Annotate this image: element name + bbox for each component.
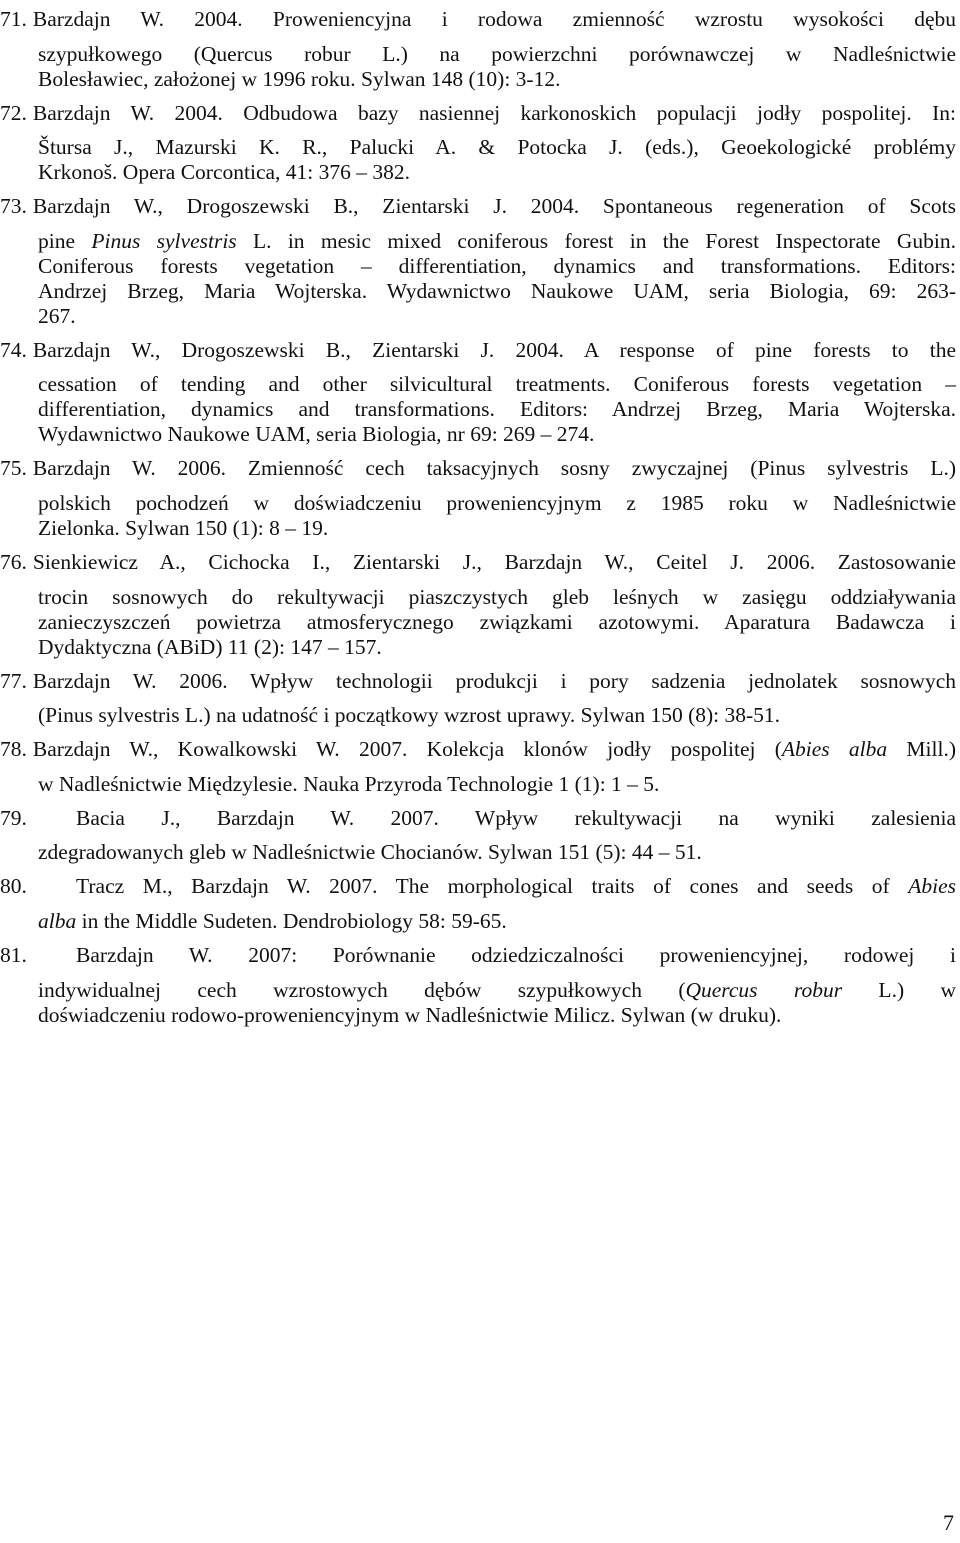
reference-number: 80.	[0, 874, 27, 899]
reference-number: 81.	[0, 942, 27, 967]
reference-item	[0, 0, 956, 92]
reference-item	[0, 865, 956, 934]
reference-line: Barzdajn W. 2004. Odbudowa bazy nasiennej karkonoskich populacji jodły pospolitej. In:	[32, 100, 956, 125]
reference-line: Tracz M., Barzdajn W. 2007. The morphological traits of cones and seeds of Abies	[76, 874, 956, 899]
reference-line: doświadczeniu rodowo-proweniencyjnym w Nadleśnictwie Milicz. Sylwan (w druku).	[38, 1002, 782, 1027]
reference-line: differentiation, dynamics and transformations. Editors: Andrzej Brzeg, Maria Wojterska.	[38, 397, 956, 422]
reference-number: 75.	[0, 456, 27, 481]
reference-number: 73.	[0, 194, 27, 219]
reference-item	[0, 934, 956, 1028]
reference-line: Barzdajn W., Drogoszewski B., Zientarski J. 2004. Spontaneous regeneration of Scots	[32, 194, 956, 219]
reference-line: alba in the Middle Sudeten. Dendrobiology 58: 59-65.	[38, 908, 507, 933]
page-number: 7	[943, 1510, 954, 1535]
reference-number: 79.	[0, 805, 27, 830]
species-name: alba	[38, 908, 77, 933]
reference-number: 77.	[0, 668, 27, 693]
reference-line: Bolesławiec, założonej w 1996 roku. Sylwan 148 (10): 3-12.	[38, 66, 561, 91]
reference-line: (Pinus sylvestris L.) na udatność i początkowy wzrost uprawy. Sylwan 150 (8): 38-51.	[38, 703, 781, 728]
reference-line: zdegradowanych gleb w Nadleśnictwie Chocianów. Sylwan 151 (5): 44 – 51.	[38, 840, 702, 865]
reference-line: cessation of tending and other silvicultural treatments. Coniferous forests vegetation –	[38, 372, 956, 397]
reference-number: 74.	[0, 337, 27, 362]
reference-line: Krkonoš. Opera Corcontica, 41: 376 – 382.	[38, 160, 410, 185]
reference-line: pine Pinus sylvestris L. in mesic mixed coniferous forest in the Forest Inspectorate Gubin.	[38, 228, 956, 253]
reference-line: indywidualnej cech wzrostowych dębów szypułkowych (Quercus robur L.) w	[38, 977, 956, 1002]
reference-line: Barzdajn W. 2006. Zmienność cech taksacyjnych sosny zwyczajnej (Pinus sylvestris L.)	[32, 456, 956, 481]
reference-line: Barzdajn W. 2007: Porównanie odziedziczalności proweniencyjnej, rodowej i	[76, 942, 956, 967]
reference-line: trocin sosnowych do rekultywacji piaszczystych gleb leśnych w zasięgu oddziaływania	[38, 584, 956, 609]
reference-item	[0, 329, 956, 448]
reference-item	[0, 728, 956, 797]
reference-number: 71.	[0, 7, 27, 31]
reference-item	[0, 541, 956, 660]
reference-line: Štursa J., Mazurski K. R., Palucki A. & Potocka J. (eds.), Geoekologické problémy	[38, 135, 956, 160]
reference-line: Barzdajn W. 2004. Proweniencyjna i rodowa zmienność wzrostu wysokości dębu	[32, 7, 956, 31]
reference-line: Barzdajn W. 2006. Wpływ technologii produkcji i pory sadzenia jednolatek sosnowych	[32, 668, 956, 693]
reference-item	[0, 447, 956, 541]
reference-line: zanieczyszczeń powietrza atmosferycznego związkami azotowymi. Aparatura Badawcza i	[38, 609, 956, 634]
reference-line: Sienkiewicz A., Cichocka I., Zientarski J., Barzdajn W., Ceitel J. 2006. Zastosowanie	[32, 549, 956, 574]
species-name: Quercus robur	[685, 977, 843, 1002]
reference-item	[0, 797, 956, 866]
reference-line: Coniferous forests vegetation – differentiation, dynamics and transformations. Editors:	[38, 253, 956, 278]
reference-number: 78.	[0, 737, 27, 762]
reference-line: Wydawnictwo Naukowe UAM, seria Biologia, nr 69: 269 – 274.	[38, 422, 595, 447]
reference-line: Dydaktyczna (ABiD) 11 (2): 147 – 157.	[38, 634, 382, 659]
reference-line: Andrzej Brzeg, Maria Wojterska. Wydawnictwo Naukowe UAM, seria Biologia, 69: 263-	[38, 278, 956, 303]
reference-number: 72.	[0, 100, 27, 125]
reference-item	[0, 185, 956, 329]
reference-line: w Nadleśnictwie Międzylesie. Nauka Przyroda Technologie 1 (1): 1 – 5.	[38, 771, 660, 796]
reference-item	[0, 92, 956, 186]
reference-line: polskich pochodzeń w doświadczeniu proweniencyjnym z 1985 roku w Nadleśnictwie	[38, 490, 956, 515]
reference-line: Bacia J., Barzdajn W. 2007. Wpływ rekultywacji na wyniki zalesienia	[76, 805, 956, 830]
species-name: Pinus sylvestris	[91, 228, 237, 253]
reference-line: Barzdajn W., Drogoszewski B., Zientarski J. 2004. A response of pine forests to the	[32, 337, 956, 362]
reference-line: Zielonka. Sylwan 150 (1): 8 – 19.	[38, 515, 329, 540]
reference-number: 76.	[0, 549, 27, 574]
reference-line: Barzdajn W., Kowalkowski W. 2007. Kolekcja klonów jodły pospolitej (Abies alba Mill.)	[32, 737, 956, 762]
reference-line: szypułkowego (Quercus robur L.) na powierzchni porównawczej w Nadleśnictwie	[38, 41, 956, 66]
reference-line: 267.	[38, 303, 76, 328]
species-name: Abies alba	[781, 737, 888, 762]
reference-item	[0, 660, 956, 729]
species-name: Abies	[908, 874, 956, 899]
